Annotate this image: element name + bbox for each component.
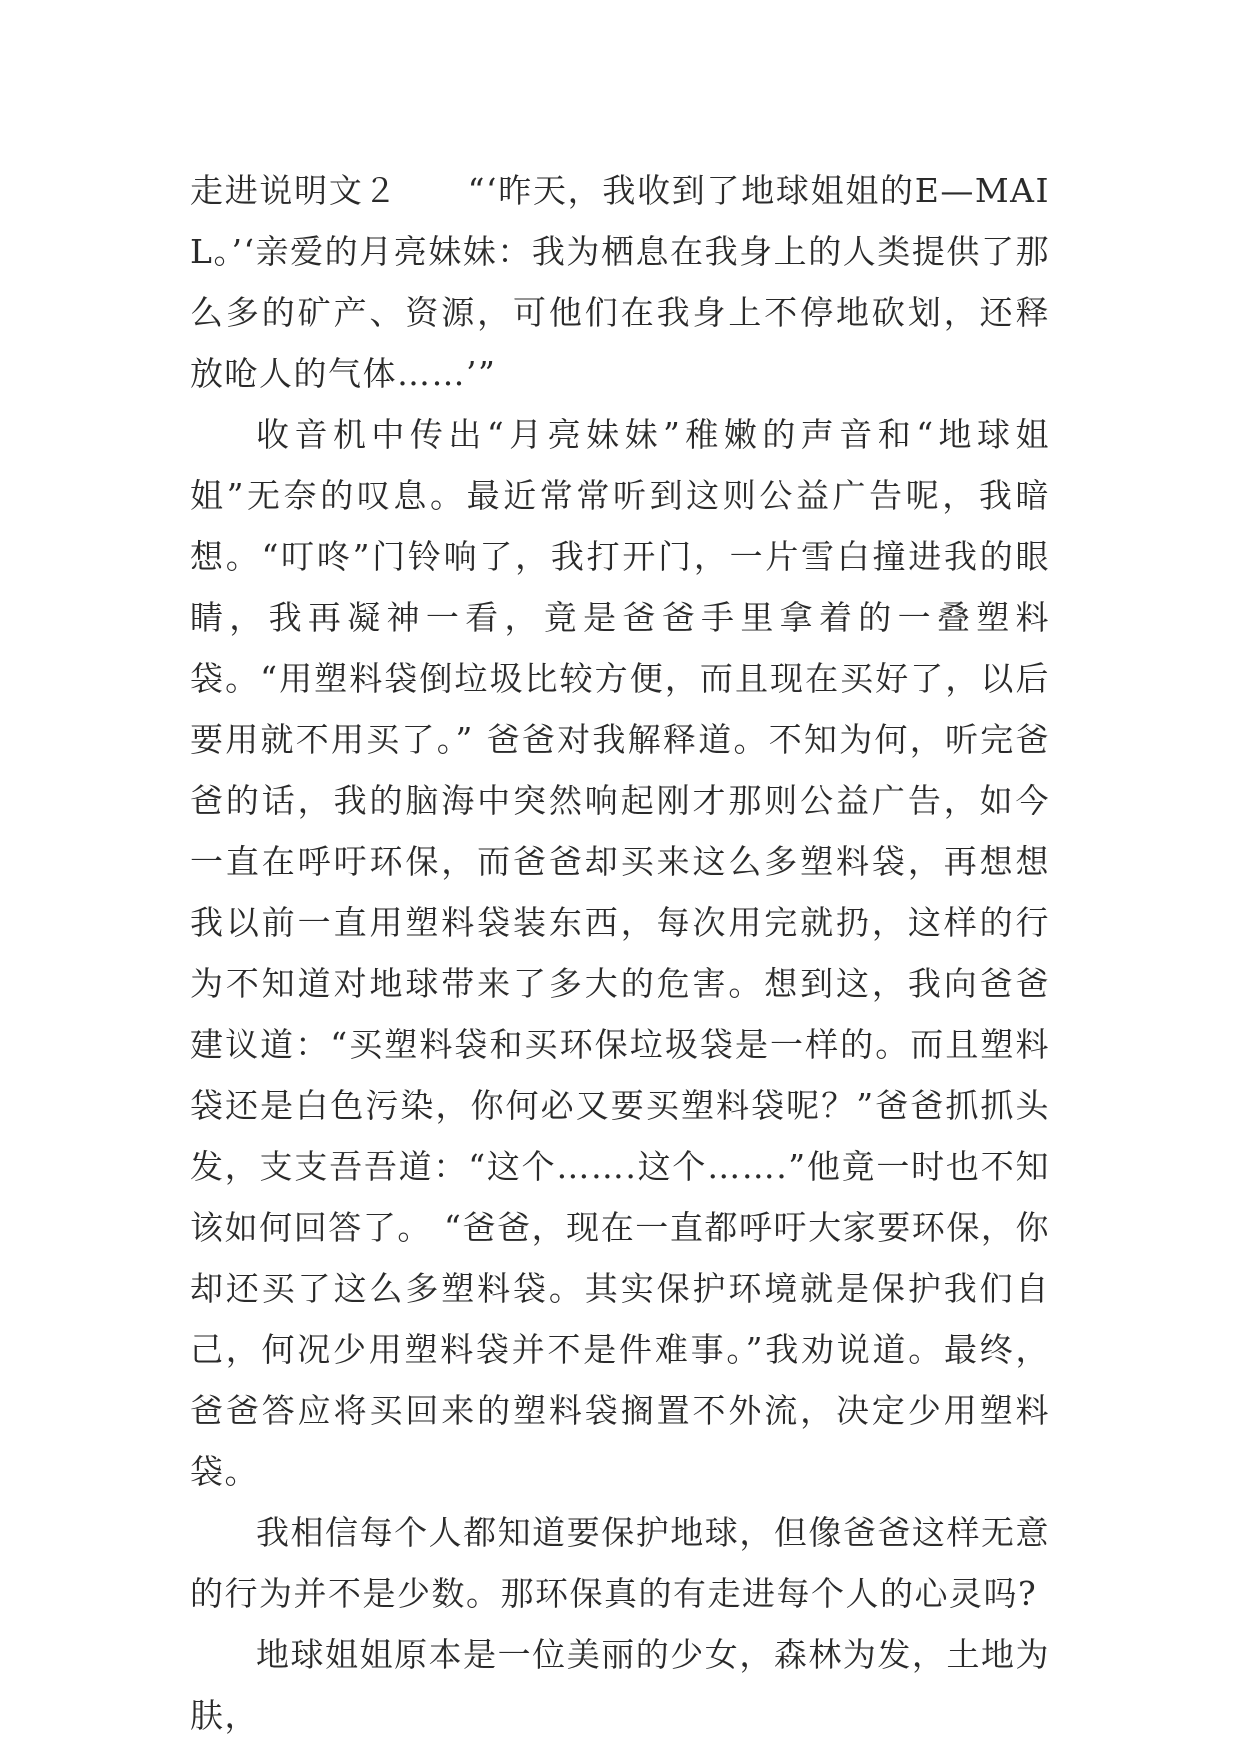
- paragraph-1: 走进说明文２ “‘昨天，我收到了地球姐姐的E—MAIL。’‘亲爱的月亮妹妹：我为栖息在我身上的人类提供了那么多的矿产、资源，可他们在我身上不停地砍划，还释放呛人的气体……’”: [190, 171, 1050, 393]
- paragraph-2: 收音机中传出“月亮妹妹”稚嫩的声音和“地球姐姐”无奈的叹息。最近常常听到这则公益广告呢，我暗想。“叮咚”门铃响了，我打开门，一片雪白撞进我的眼睛，我再凝神一看，竟是爸爸手里拿着的一叠塑料袋。“用塑料袋倒垃圾比较方便，而且现在买好了，以后要用就不用买了。” 爸爸对我解释道。不知为何，听完爸爸的话，我的脑海中突然响起刚才那则公益广告，如今一直在呼吁环保，而爸爸却买来这么多塑料袋，再想想我以前一直用塑料袋装东西，每次用完就扔，这样的行为不知道对地球带来了多大的危害。想到这，我向爸爸建议道：“买塑料袋和买环保垃圾袋是一样的。而且塑料袋还是白色污染，你何必又要买塑料袋呢？”爸爸抓抓头发，支支吾吾道：“这个…….这个…….”他竟一时也不知该如何回答了。 “爸爸，现在一直都呼吁大家要环保，你却还买了这么多塑料袋。其实保护环境就是保护我们自己，何况少用塑料袋并不是件难事。”我劝说道。最终，爸爸答应将买回来的塑料袋搁置不外流，决定少用塑料袋。: [190, 415, 1050, 1491]
- document-body: [190, 160, 1050, 1746]
- paragraph-4: 地球姐姐原本是一位美丽的少女，森林为发，土地为肤，: [190, 1635, 1050, 1735]
- paragraph-3: 我相信每个人都知道要保护地球，但像爸爸这样无意的行为并不是少数。那环保真的有走进每个人的心灵吗?: [190, 1513, 1050, 1613]
